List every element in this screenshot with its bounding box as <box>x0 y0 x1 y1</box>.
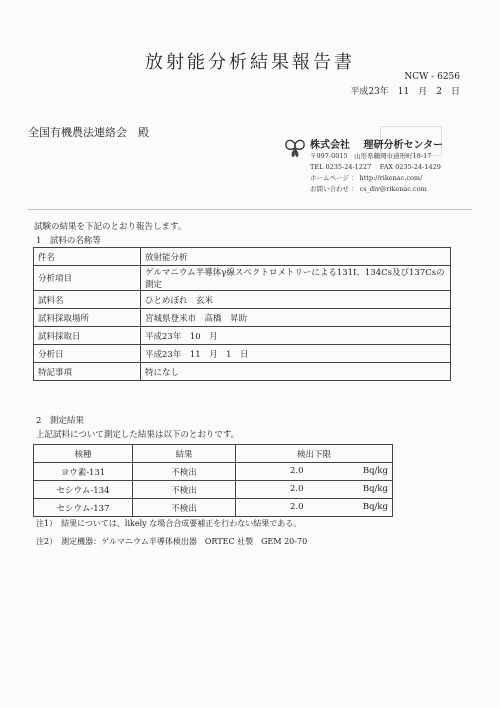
section1-heading: 1 試料の名称等 <box>36 236 101 246</box>
sample-row <box>34 363 451 381</box>
sample-label: 特記事項 <box>34 363 141 381</box>
result-row <box>34 481 393 499</box>
sample-row <box>34 248 451 266</box>
note-1: 注1） 結果については、likely な場合合成要補正を行わない結果である。 <box>36 519 302 528</box>
company-tel-fax: TEL 0235-24-1227 FAX 0235-24-1429 <box>310 163 441 171</box>
note-2: 注2） 測定機器：ゲルマニウム半導体検出器 ORTEC 社製 GEM 20-70 <box>36 537 308 546</box>
sample-label: 分析日 <box>34 345 141 363</box>
sample-value: 宮城県登米市 高橋 昇助 <box>141 309 451 327</box>
sample-row <box>34 266 451 291</box>
result-cell: 不検出 <box>133 463 236 481</box>
limit-value: 2.0 <box>290 466 304 476</box>
section2-heading: 2 測定結果 <box>36 416 84 426</box>
nuclide-cell: ヨウ素-131 <box>34 463 133 481</box>
sample-label: 分析項目 <box>34 266 141 291</box>
issue-date: 平成23年 11 月 2 日 <box>350 87 460 97</box>
sample-value: ゲルマニウム半導体γ線スペクトロメトリーによる131I、134Cs及び137Csの測定 <box>141 266 451 291</box>
intro-text: 試験の結果を下記のとおり報告します。 <box>34 222 187 232</box>
sample-label: 試料採取日 <box>34 327 141 345</box>
sample-value: 特になし <box>141 363 451 381</box>
divider <box>28 209 472 210</box>
sample-label: 試料名 <box>34 291 141 309</box>
limit-cell <box>236 499 393 517</box>
sample-row <box>34 345 451 363</box>
header-nuclide: 核種 <box>34 445 133 463</box>
limit-unit: Bq/kg <box>362 466 388 476</box>
recipient: 全国有機農法連絡会 殿 <box>28 126 149 139</box>
company-inquiry: お問い合わせ ： cs_div@rikenac.com <box>310 185 427 193</box>
sample-label: 試料採取場所 <box>34 309 141 327</box>
sample-row <box>34 327 451 345</box>
limit-value: 2.0 <box>290 484 304 494</box>
company-address: 〒997-0015 山形県鶴岡市道形町18-17 <box>310 152 432 160</box>
limit-unit: Bq/kg <box>362 484 388 494</box>
limit-value: 2.0 <box>290 502 304 512</box>
result-row <box>34 463 393 481</box>
nuclide-cell: セシウム-137 <box>34 499 133 517</box>
sample-value: 平成23年 10 月 <box>141 327 451 345</box>
report-title: 放射能分析結果報告書 <box>145 52 355 73</box>
sample-table <box>33 247 451 381</box>
sample-label: 件名 <box>34 248 141 266</box>
sample-value: ひとめぼれ 玄米 <box>141 291 451 309</box>
section2-text: 上記試料について測定した結果は以下のとおりです。 <box>36 430 240 440</box>
header-limit: 検出下限 <box>236 445 393 463</box>
company-homepage: ホームページ ： http://rikenac.com/ <box>310 174 423 182</box>
results-table <box>33 444 393 517</box>
limit-unit: Bq/kg <box>362 502 388 512</box>
result-row <box>34 499 393 517</box>
limit-cell <box>236 481 393 499</box>
sample-row <box>34 291 451 309</box>
result-cell: 不検出 <box>133 481 236 499</box>
header-result: 結果 <box>133 445 236 463</box>
company-name: 株式会社 理研分析センター <box>310 140 444 151</box>
nuclide-cell: セシウム-134 <box>34 481 133 499</box>
limit-cell <box>236 463 393 481</box>
result-cell: 不検出 <box>133 499 236 517</box>
sample-value: 平成23年 11 月 1 日 <box>141 345 451 363</box>
sample-row <box>34 309 451 327</box>
document-number: NCW - 6256 <box>404 72 460 82</box>
sample-value: 放射能分析 <box>141 248 451 266</box>
butterfly-logo-icon <box>284 138 306 160</box>
